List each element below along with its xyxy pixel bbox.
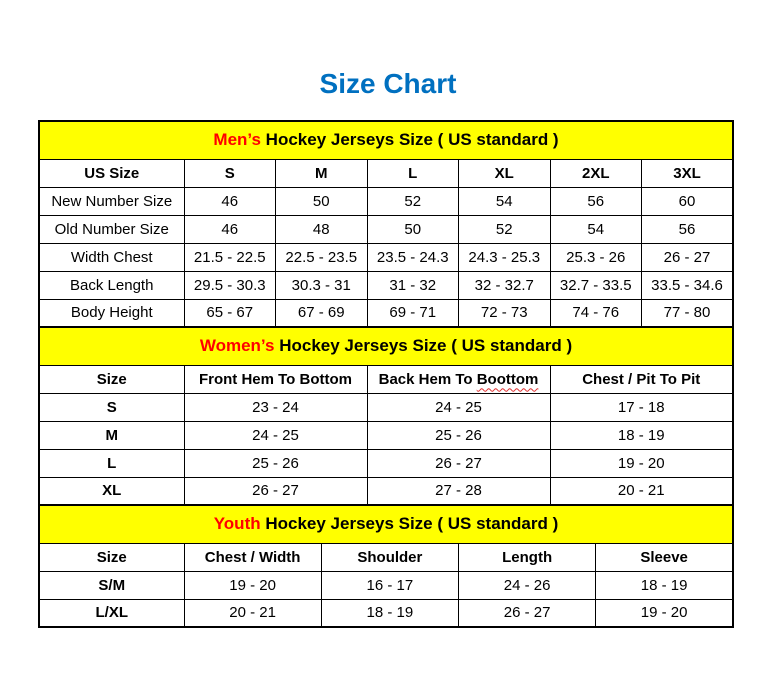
youth-row-0 xyxy=(39,571,733,599)
youth-cell-0-0: 19 - 20 xyxy=(184,571,321,599)
mens-cell-3-2: 31 - 32 xyxy=(367,271,459,299)
womens-banner-text: Hockey Jerseys Size ( US standard ) xyxy=(274,336,573,356)
womens-column-header-2: Back Hem To Boottom xyxy=(367,365,550,393)
mens-banner xyxy=(39,121,733,159)
womens-column-header-1: Front Hem To Bottom xyxy=(184,365,367,393)
mens-cell-0-1: 50 xyxy=(276,187,368,215)
mens-column-header-2: M xyxy=(276,159,368,187)
mens-cell-2-4: 25.3 - 26 xyxy=(550,243,642,271)
youth-column-header-2: Shoulder xyxy=(321,543,458,571)
youth-row-label-1: L/XL xyxy=(39,599,184,627)
mens-cell-1-3: 52 xyxy=(459,215,551,243)
youth-banner-text: Hockey Jerseys Size ( US standard ) xyxy=(260,514,559,534)
womens-row-1 xyxy=(39,421,733,449)
mens-cell-1-5: 56 xyxy=(642,215,734,243)
womens-banner-highlight: Women’s xyxy=(199,336,275,356)
youth-cell-0-3: 18 - 19 xyxy=(596,571,733,599)
youth-size-table xyxy=(38,504,734,628)
womens-row-0 xyxy=(39,393,733,421)
misspelled-word: Boottom xyxy=(476,370,539,388)
mens-row-label-3: Back Length xyxy=(39,271,184,299)
mens-cell-3-0: 29.5 - 30.3 xyxy=(184,271,276,299)
youth-column-header-4: Sleeve xyxy=(596,543,733,571)
youth-cell-1-2: 26 - 27 xyxy=(459,599,596,627)
womens-banner-row xyxy=(39,327,733,365)
womens-row-label-0: S xyxy=(39,393,184,421)
mens-header-row xyxy=(39,159,733,187)
youth-column-header-3: Length xyxy=(459,543,596,571)
youth-cell-1-1: 18 - 19 xyxy=(321,599,458,627)
womens-cell-2-0: 25 - 26 xyxy=(184,449,367,477)
mens-cell-3-5: 33.5 - 34.6 xyxy=(642,271,734,299)
womens-cell-0-1: 24 - 25 xyxy=(367,393,550,421)
womens-header-row xyxy=(39,365,733,393)
mens-row-label-0: New Number Size xyxy=(39,187,184,215)
womens-cell-3-1: 27 - 28 xyxy=(367,477,550,505)
mens-cell-1-2: 50 xyxy=(367,215,459,243)
mens-row-1 xyxy=(39,215,733,243)
mens-cell-2-3: 24.3 - 25.3 xyxy=(459,243,551,271)
mens-cell-4-1: 67 - 69 xyxy=(276,299,368,327)
size-tables-container xyxy=(38,120,734,628)
mens-cell-4-4: 74 - 76 xyxy=(550,299,642,327)
mens-cell-4-2: 69 - 71 xyxy=(367,299,459,327)
youth-banner-highlight: Youth xyxy=(213,514,261,534)
womens-cell-1-1: 25 - 26 xyxy=(367,421,550,449)
mens-cell-3-4: 32.7 - 33.5 xyxy=(550,271,642,299)
mens-cell-0-5: 60 xyxy=(642,187,734,215)
mens-row-label-1: Old Number Size xyxy=(39,215,184,243)
youth-header-row xyxy=(39,543,733,571)
mens-cell-3-3: 32 - 32.7 xyxy=(459,271,551,299)
mens-column-header-1: S xyxy=(184,159,276,187)
mens-banner-row xyxy=(39,121,733,159)
youth-row-1 xyxy=(39,599,733,627)
page-title: Size Chart xyxy=(319,68,457,99)
mens-column-header-3: L xyxy=(367,159,459,187)
youth-row-label-0: S/M xyxy=(39,571,184,599)
womens-row-2 xyxy=(39,449,733,477)
mens-cell-0-0: 46 xyxy=(184,187,276,215)
womens-cell-2-2: 19 - 20 xyxy=(550,449,733,477)
mens-column-header-5: 2XL xyxy=(550,159,642,187)
mens-cell-0-3: 54 xyxy=(459,187,551,215)
mens-cell-1-4: 54 xyxy=(550,215,642,243)
mens-cell-3-1: 30.3 - 31 xyxy=(276,271,368,299)
youth-cell-0-1: 16 - 17 xyxy=(321,571,458,599)
mens-cell-0-2: 52 xyxy=(367,187,459,215)
womens-row-label-1: M xyxy=(39,421,184,449)
womens-column-header-0: Size xyxy=(39,365,184,393)
womens-column-header-3: Chest / Pit To Pit xyxy=(550,365,733,393)
womens-cell-0-0: 23 - 24 xyxy=(184,393,367,421)
mens-column-header-6: 3XL xyxy=(642,159,734,187)
mens-cell-2-2: 23.5 - 24.3 xyxy=(367,243,459,271)
mens-cell-2-1: 22.5 - 23.5 xyxy=(276,243,368,271)
womens-cell-1-0: 24 - 25 xyxy=(184,421,367,449)
womens-cell-2-1: 26 - 27 xyxy=(367,449,550,477)
mens-size-table xyxy=(38,120,734,328)
mens-cell-2-5: 26 - 27 xyxy=(642,243,734,271)
womens-banner xyxy=(39,327,733,365)
mens-banner-text: Hockey Jerseys Size ( US standard ) xyxy=(260,130,559,150)
youth-banner xyxy=(39,505,733,543)
youth-banner-row xyxy=(39,505,733,543)
youth-column-header-1: Chest / Width xyxy=(184,543,321,571)
mens-cell-0-4: 56 xyxy=(550,187,642,215)
womens-row-label-3: XL xyxy=(39,477,184,505)
womens-cell-3-2: 20 - 21 xyxy=(550,477,733,505)
mens-cell-4-5: 77 - 80 xyxy=(642,299,734,327)
youth-cell-0-2: 24 - 26 xyxy=(459,571,596,599)
mens-cell-1-1: 48 xyxy=(276,215,368,243)
mens-row-label-2: Width Chest xyxy=(39,243,184,271)
youth-column-header-0: Size xyxy=(39,543,184,571)
womens-row-label-2: L xyxy=(39,449,184,477)
mens-row-0 xyxy=(39,187,733,215)
mens-column-header-4: XL xyxy=(459,159,551,187)
womens-size-table xyxy=(38,326,734,506)
mens-row-3 xyxy=(39,271,733,299)
youth-cell-1-3: 19 - 20 xyxy=(596,599,733,627)
mens-cell-2-0: 21.5 - 22.5 xyxy=(184,243,276,271)
mens-cell-4-0: 65 - 67 xyxy=(184,299,276,327)
youth-cell-1-0: 20 - 21 xyxy=(184,599,321,627)
womens-cell-0-2: 17 - 18 xyxy=(550,393,733,421)
mens-row-label-4: Body Height xyxy=(39,299,184,327)
mens-cell-1-0: 46 xyxy=(184,215,276,243)
mens-row-4 xyxy=(39,299,733,327)
womens-cell-3-0: 26 - 27 xyxy=(184,477,367,505)
womens-row-3 xyxy=(39,477,733,505)
mens-cell-4-3: 72 - 73 xyxy=(459,299,551,327)
mens-row-2 xyxy=(39,243,733,271)
mens-column-header-0: US Size xyxy=(39,159,184,187)
womens-cell-1-2: 18 - 19 xyxy=(550,421,733,449)
mens-banner-highlight: Men’s xyxy=(213,130,261,150)
